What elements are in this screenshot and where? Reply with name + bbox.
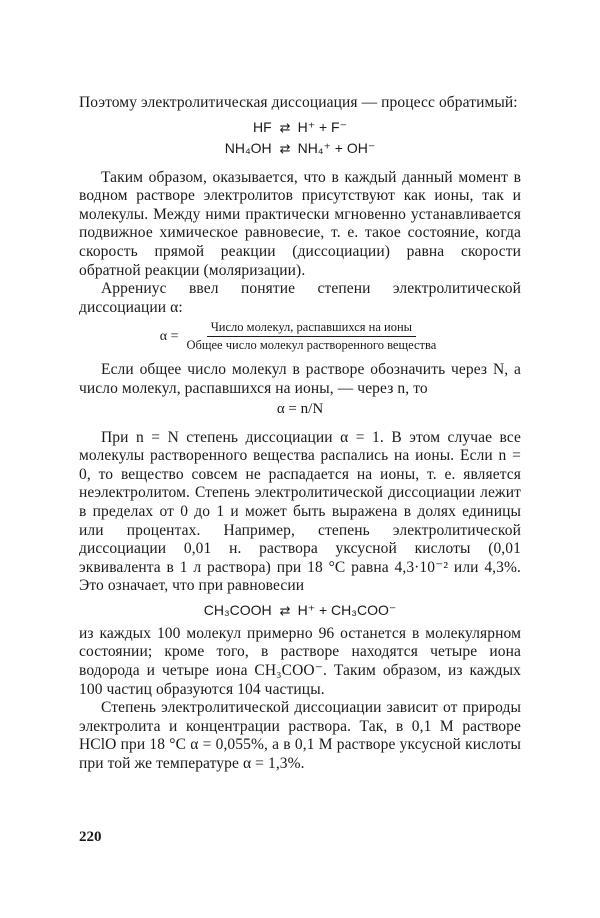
equation-acetic-left: CH₃COOH	[203, 601, 272, 618]
paragraph-equilibrium: Таким образом, оказывается, что в каждый данный момент в водном растворе электролитов присутствуют как ионы, так и молекулы. Между ними практически мгновенно устанавливается подвижное химическое равновесие, т. е. такое состояние, когда скорость прямой реакции (диссоциации) равна скорости обратной реакции (моляризации).	[79, 168, 521, 279]
equilibrium-arrow-icon: ⇄	[279, 119, 290, 135]
alpha-lhs: α =	[159, 328, 179, 344]
equation-hf-left: HF	[253, 118, 272, 135]
equation-hf-right: H⁺ + F⁻	[297, 118, 347, 135]
equation-acetic	[79, 600, 521, 621]
alpha-definition	[79, 320, 521, 353]
paragraph-arrhenius: Аррениус ввел понятие степени электролитической диссоциации α:	[79, 280, 521, 316]
equation-nh4oh-right: NH₄⁺ + OH⁻	[297, 139, 376, 156]
alpha-numerator: Число молекул, распавшихся на ионы	[207, 320, 416, 337]
paragraph-dependence: Степень электролитической диссоциации зависит от природы электролита и концентрации раствора. Так, в 0,1 M растворе HClO при 18 °С α = 0,055%, а в 0,1 M растворе уксусной кислоты при той же температуре α = 1,3%.	[79, 699, 521, 773]
page-body	[79, 94, 521, 774]
alpha-denominator: Общее число молекул растворенного вещества	[186, 338, 437, 353]
page-number: 220	[79, 829, 102, 845]
alpha-simple-equation: α = n/N	[276, 400, 324, 417]
paragraph-notation: Если общее число молекул в растворе обозначить через N, а число молекул, распавшихся на ионы, — через n, то	[79, 361, 521, 397]
paragraph-molecules: из каждых 100 молекул примерно 96 останется в молекулярном состоянии; кроме того, в растворе находятся четыре иона водорода и четыре иона CH₃COO⁻. Таким образом, из каждых 100 частиц образуются 104 частицы.	[79, 624, 521, 698]
equilibrium-arrow-icon: ⇄	[279, 140, 290, 156]
equilibrium-arrow-icon: ⇄	[279, 602, 290, 618]
paragraph-intro: Поэтому электролитическая диссоциация — процесс обратимый:	[79, 94, 518, 111]
equation-hf	[79, 117, 521, 138]
equation-nh4oh	[79, 138, 521, 159]
paragraph-degree: При n = N степень диссоциации α = 1. В этом случае все молекулы растворенного вещества распались на ионы. Если n = 0, то вещество совсем не распадается на ионы, т. е. является неэлектролитом. Степень электролитической диссоциации лежит в пределах от 0 до 1 и может быть выражена в долях единицы или процентах. Например, степень электролитической диссоциации 0,01 н. раствора уксусной кислоты (0,01 эквивалента в 1 л раствора) при 18 °С равна 4,3·10⁻² или 4,3%. Это означает, что при равновесии	[79, 428, 521, 595]
alpha-fraction	[182, 320, 440, 353]
equation-nh4oh-left: NH₄OH	[224, 139, 272, 156]
equation-acetic-right: H⁺ + CH₃COO⁻	[297, 601, 397, 618]
